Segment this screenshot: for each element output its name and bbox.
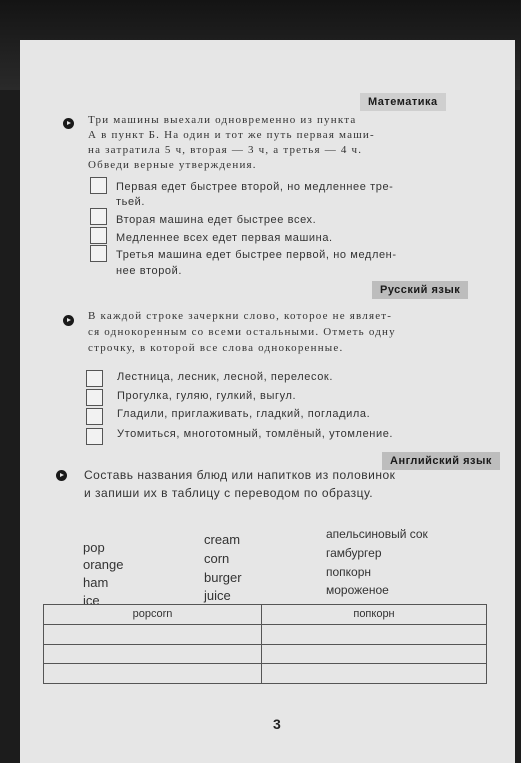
table-row [44, 644, 487, 664]
answer-checkbox[interactable] [90, 245, 107, 262]
task-bullet-icon [63, 315, 74, 326]
math-option-1: Первая едет быстрее второй, но медленнее тре- [116, 181, 394, 193]
math-option-1-cont: тьей. [116, 196, 146, 208]
table-cell[interactable] [262, 624, 487, 644]
word-half: orange [83, 557, 124, 572]
russian-task-line-1: В каждой строке зачеркни слово, которое не являет- [88, 310, 393, 322]
english-task-line-2: и запиши их в таблицу с переводом по образцу. [84, 486, 374, 500]
word-half: juice [204, 588, 231, 603]
math-task-line-4: Обведи верные утверждения. [88, 159, 257, 171]
answer-checkbox[interactable] [90, 208, 107, 225]
table-row [44, 624, 487, 644]
math-task-line-2: А в пункт Б. На один и тот же путь первая маши- [88, 129, 375, 141]
translation: попкорн [326, 565, 372, 579]
word-half: ham [83, 575, 109, 590]
english-task-line-1: Составь названия блюд или напитков из половинок [84, 468, 396, 482]
page-number: 3 [273, 716, 281, 732]
math-task-line-3: на затратила 5 ч, вторая — 3 ч, а третья — 4 ч. [88, 144, 363, 156]
translation: мороженое [326, 583, 389, 597]
answer-checkbox[interactable] [86, 389, 103, 406]
answer-checkbox[interactable] [90, 227, 107, 244]
table-cell[interactable] [44, 624, 262, 644]
word-half: pop [83, 540, 105, 555]
section-badge-math: Математика [360, 93, 446, 111]
math-option-3: Медленнее всех едет первая машина. [116, 232, 333, 244]
task-bullet-icon [63, 118, 74, 129]
russian-row-4: Утомиться, многотомный, томлёный, утомление. [117, 428, 394, 440]
word-half: cream [204, 532, 241, 547]
task-bullet-icon [56, 470, 67, 481]
russian-row-1: Лестница, лесник, лесной, перелесок. [117, 371, 333, 383]
table-cell[interactable] [44, 664, 262, 684]
math-option-4-cont: нее второй. [116, 265, 183, 277]
word-half: burger [204, 570, 242, 585]
russian-task-line-3: строчку, в которой все слова однокоренные. [88, 342, 344, 354]
table-cell[interactable] [262, 644, 487, 664]
table-example-russian: попкорн [262, 605, 487, 625]
answer-checkbox[interactable] [86, 428, 103, 445]
word-half: ice [83, 593, 100, 608]
answer-checkbox[interactable] [86, 370, 103, 387]
table-example-english: popcorn [44, 605, 262, 625]
word-half: corn [204, 551, 230, 566]
math-task-line-1: Три машины выехали одновременно из пункта [88, 114, 357, 126]
math-option-2: Вторая машина едет быстрее всех. [116, 214, 317, 226]
table-cell[interactable] [44, 644, 262, 664]
translation: апельсиновый сок [326, 527, 428, 541]
section-badge-english: Английский язык [382, 452, 500, 470]
answer-checkbox[interactable] [90, 177, 107, 194]
math-option-4: Третья машина едет быстрее первой, но медлен- [116, 249, 397, 261]
translation: гамбургер [326, 546, 382, 560]
answer-checkbox[interactable] [86, 408, 103, 425]
russian-row-2: Прогулка, гуляю, гулкий, выгул. [117, 390, 297, 402]
table-cell[interactable] [262, 664, 487, 684]
table-row [44, 605, 487, 625]
russian-task-line-2: ся однокоренным со всеми остальными. Отметь одну [88, 326, 396, 338]
russian-row-3: Гладили, приглаживать, гладкий, погладила. [117, 408, 371, 420]
section-badge-russian: Русский язык [372, 281, 468, 299]
answer-table [43, 604, 487, 684]
table-row [44, 664, 487, 684]
